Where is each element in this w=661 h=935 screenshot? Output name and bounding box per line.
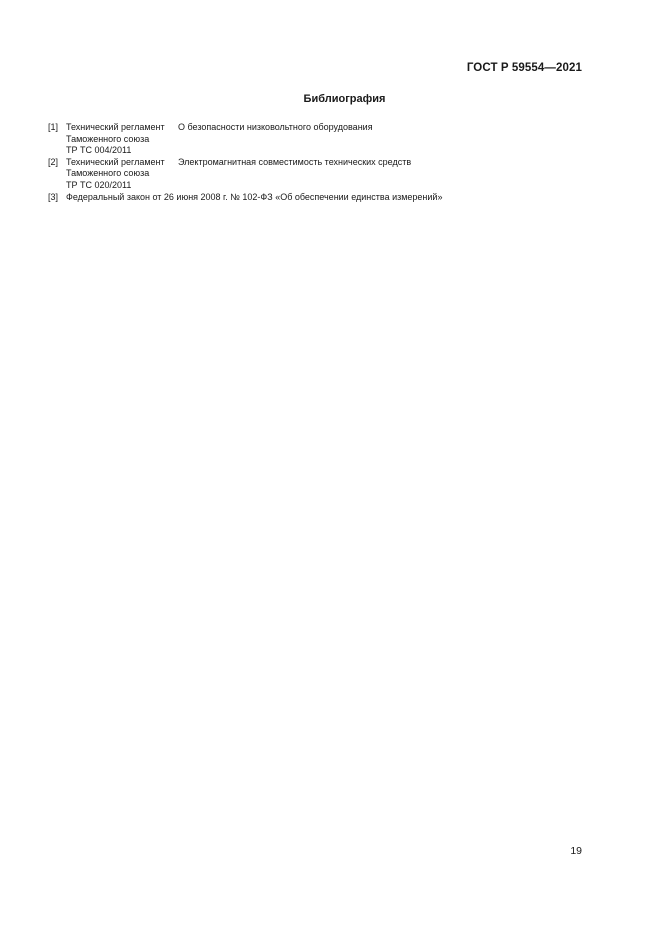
entry-source-line: Технический регламент — [66, 156, 165, 167]
entry-source-line: Таможенного союза — [66, 133, 150, 144]
bibliography-list — [48, 122, 588, 203]
page-number: 19 — [570, 845, 582, 857]
entry-source-line: Таможенного союза — [66, 168, 150, 179]
bibliography-entry-3 — [48, 192, 588, 204]
entry-full-text: Федеральный закон от 26 июня 2008 г. № 102-ФЗ «Об обеспечении единства измерений» — [66, 191, 443, 202]
entry-number: [1] — [48, 122, 59, 132]
entry-number: [2] — [48, 156, 59, 167]
entry-source — [66, 157, 178, 192]
entry-source-line: ТР ТС 004/2011 — [66, 145, 132, 156]
entry-number: [3] — [48, 191, 59, 202]
entry-source-line: Технический регламент — [66, 122, 165, 132]
entry-source-line: ТР ТС 020/2011 — [66, 179, 132, 190]
entry-source — [66, 122, 178, 157]
entry-title: Электромагнитная совместимость технических средств — [178, 156, 412, 167]
bibliography-entry-2 — [48, 157, 588, 192]
bibliography-title: Библиография — [303, 93, 386, 105]
entry-title: О безопасности низковольтного оборудования — [178, 122, 373, 132]
document-code: ГОСТ Р 59554—2021 — [466, 62, 582, 74]
bibliography-entry-1 — [48, 122, 588, 157]
